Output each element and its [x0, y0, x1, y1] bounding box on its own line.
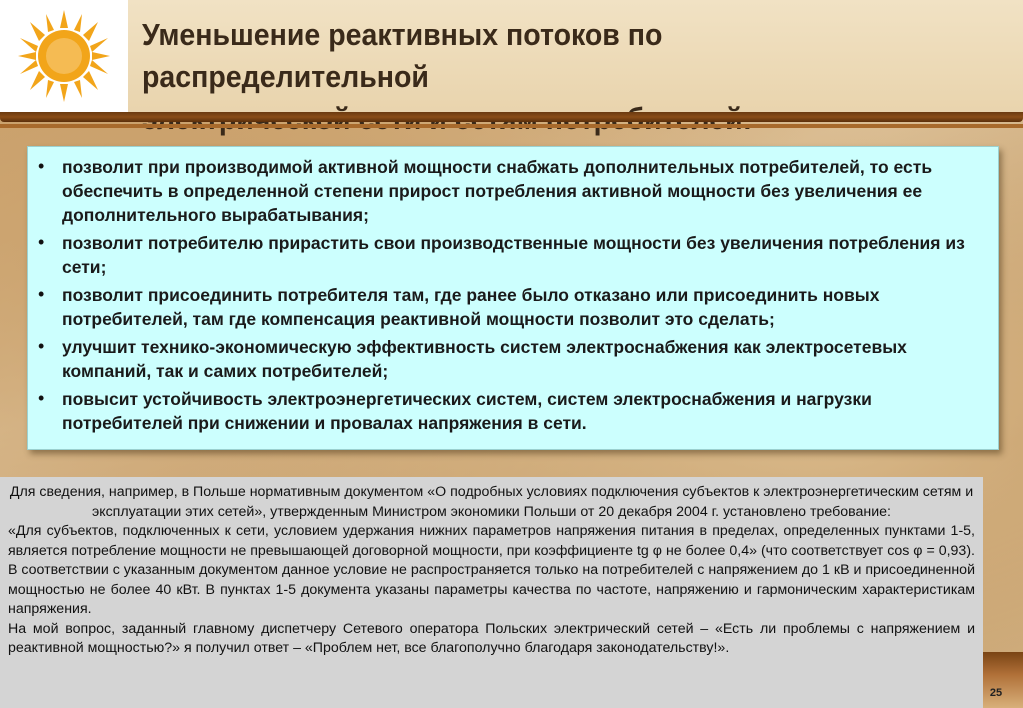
bullet-icon: •: [38, 284, 45, 304]
bullet-item: [34, 155, 982, 231]
note-intro: Для сведения, например, в Польше нормативным документом «О подробных условиях подключения субъектов к электроэнергетическим сетям и эксплуатации этих сетей», утвержденным Министром экономики Польши от 20 декабря 2004 г. установлено требование:: [9, 484, 974, 520]
bullet-item: [34, 387, 982, 439]
bullet-icon: •: [38, 156, 45, 176]
bullet-item: [34, 335, 982, 387]
bullet-item: [34, 231, 982, 283]
note-quote: «Для субъектов, подключенных к сети, условием удержания нижних параметров напряжения питания в пределах, определенных пунктами 1-5, является потребление мощности не превышающей договорной мощности, при коэффициенте tg φ не более 0,4» (что соответствует cos φ = 0,93). В соответствии с указанным документом данное условие не распространяется только на потребителей с напряжением до 1 кВ и присоединенной мощностью не более 40 кВт. В пунктах 1-5 документа указаны параметры качества по частоте, напряжению и гармоническим характеристикам напряжения.: [8, 523, 975, 617]
bullet-icon: •: [38, 336, 45, 356]
sun-logo-icon: [12, 8, 116, 104]
bullet-icon: •: [38, 388, 45, 408]
header-divider: [0, 112, 1023, 122]
bullet-icon: •: [38, 232, 45, 252]
slide-title: Уменьшение реактивных потоков по распределительной: [142, 17, 663, 94]
note-panel: [0, 477, 983, 708]
bullet-text: позволит присоединить потребителя там, где ранее было отказано или присоединить новых потребителей, там где компенсация реактивной мощности позволит это сделать;: [62, 285, 880, 329]
note-question: На мой вопрос, заданный главному диспетчеру Сетевого оператора Польских электрический сетей – «Есть ли проблемы с напряжением и реактивной мощностью?» я получил ответ – «Проблем нет, все благополучно благодаря законодательству!».: [8, 620, 975, 656]
bullet-panel: [27, 146, 999, 450]
bullet-text: повысит устойчивость электроэнергетических систем, систем электроснабжения и нагрузки потребителей при снижении и провалах напряжения в сети.: [62, 389, 872, 433]
bullet-text: позволит потребителю прирастить свои производственные мощности без увеличения потребления из сети;: [62, 233, 965, 277]
slide-number: 25: [989, 687, 1003, 699]
bullet-item: [34, 283, 982, 335]
logo-area: [0, 0, 128, 112]
slide-header: [0, 0, 1023, 112]
bullet-text: улучшит технико-экономическую эффективность систем электроснабжения как электросетевых компаний, так и самих потребителей;: [62, 337, 907, 381]
header-divider-line: [0, 124, 1023, 128]
bullet-text: позволит при производимой активной мощности снабжать дополнительных потребителей, то есть обеспечить в определенной степени прирост потребления активной мощности без увеличения ее дополнительного вырабатывания;: [62, 157, 933, 225]
